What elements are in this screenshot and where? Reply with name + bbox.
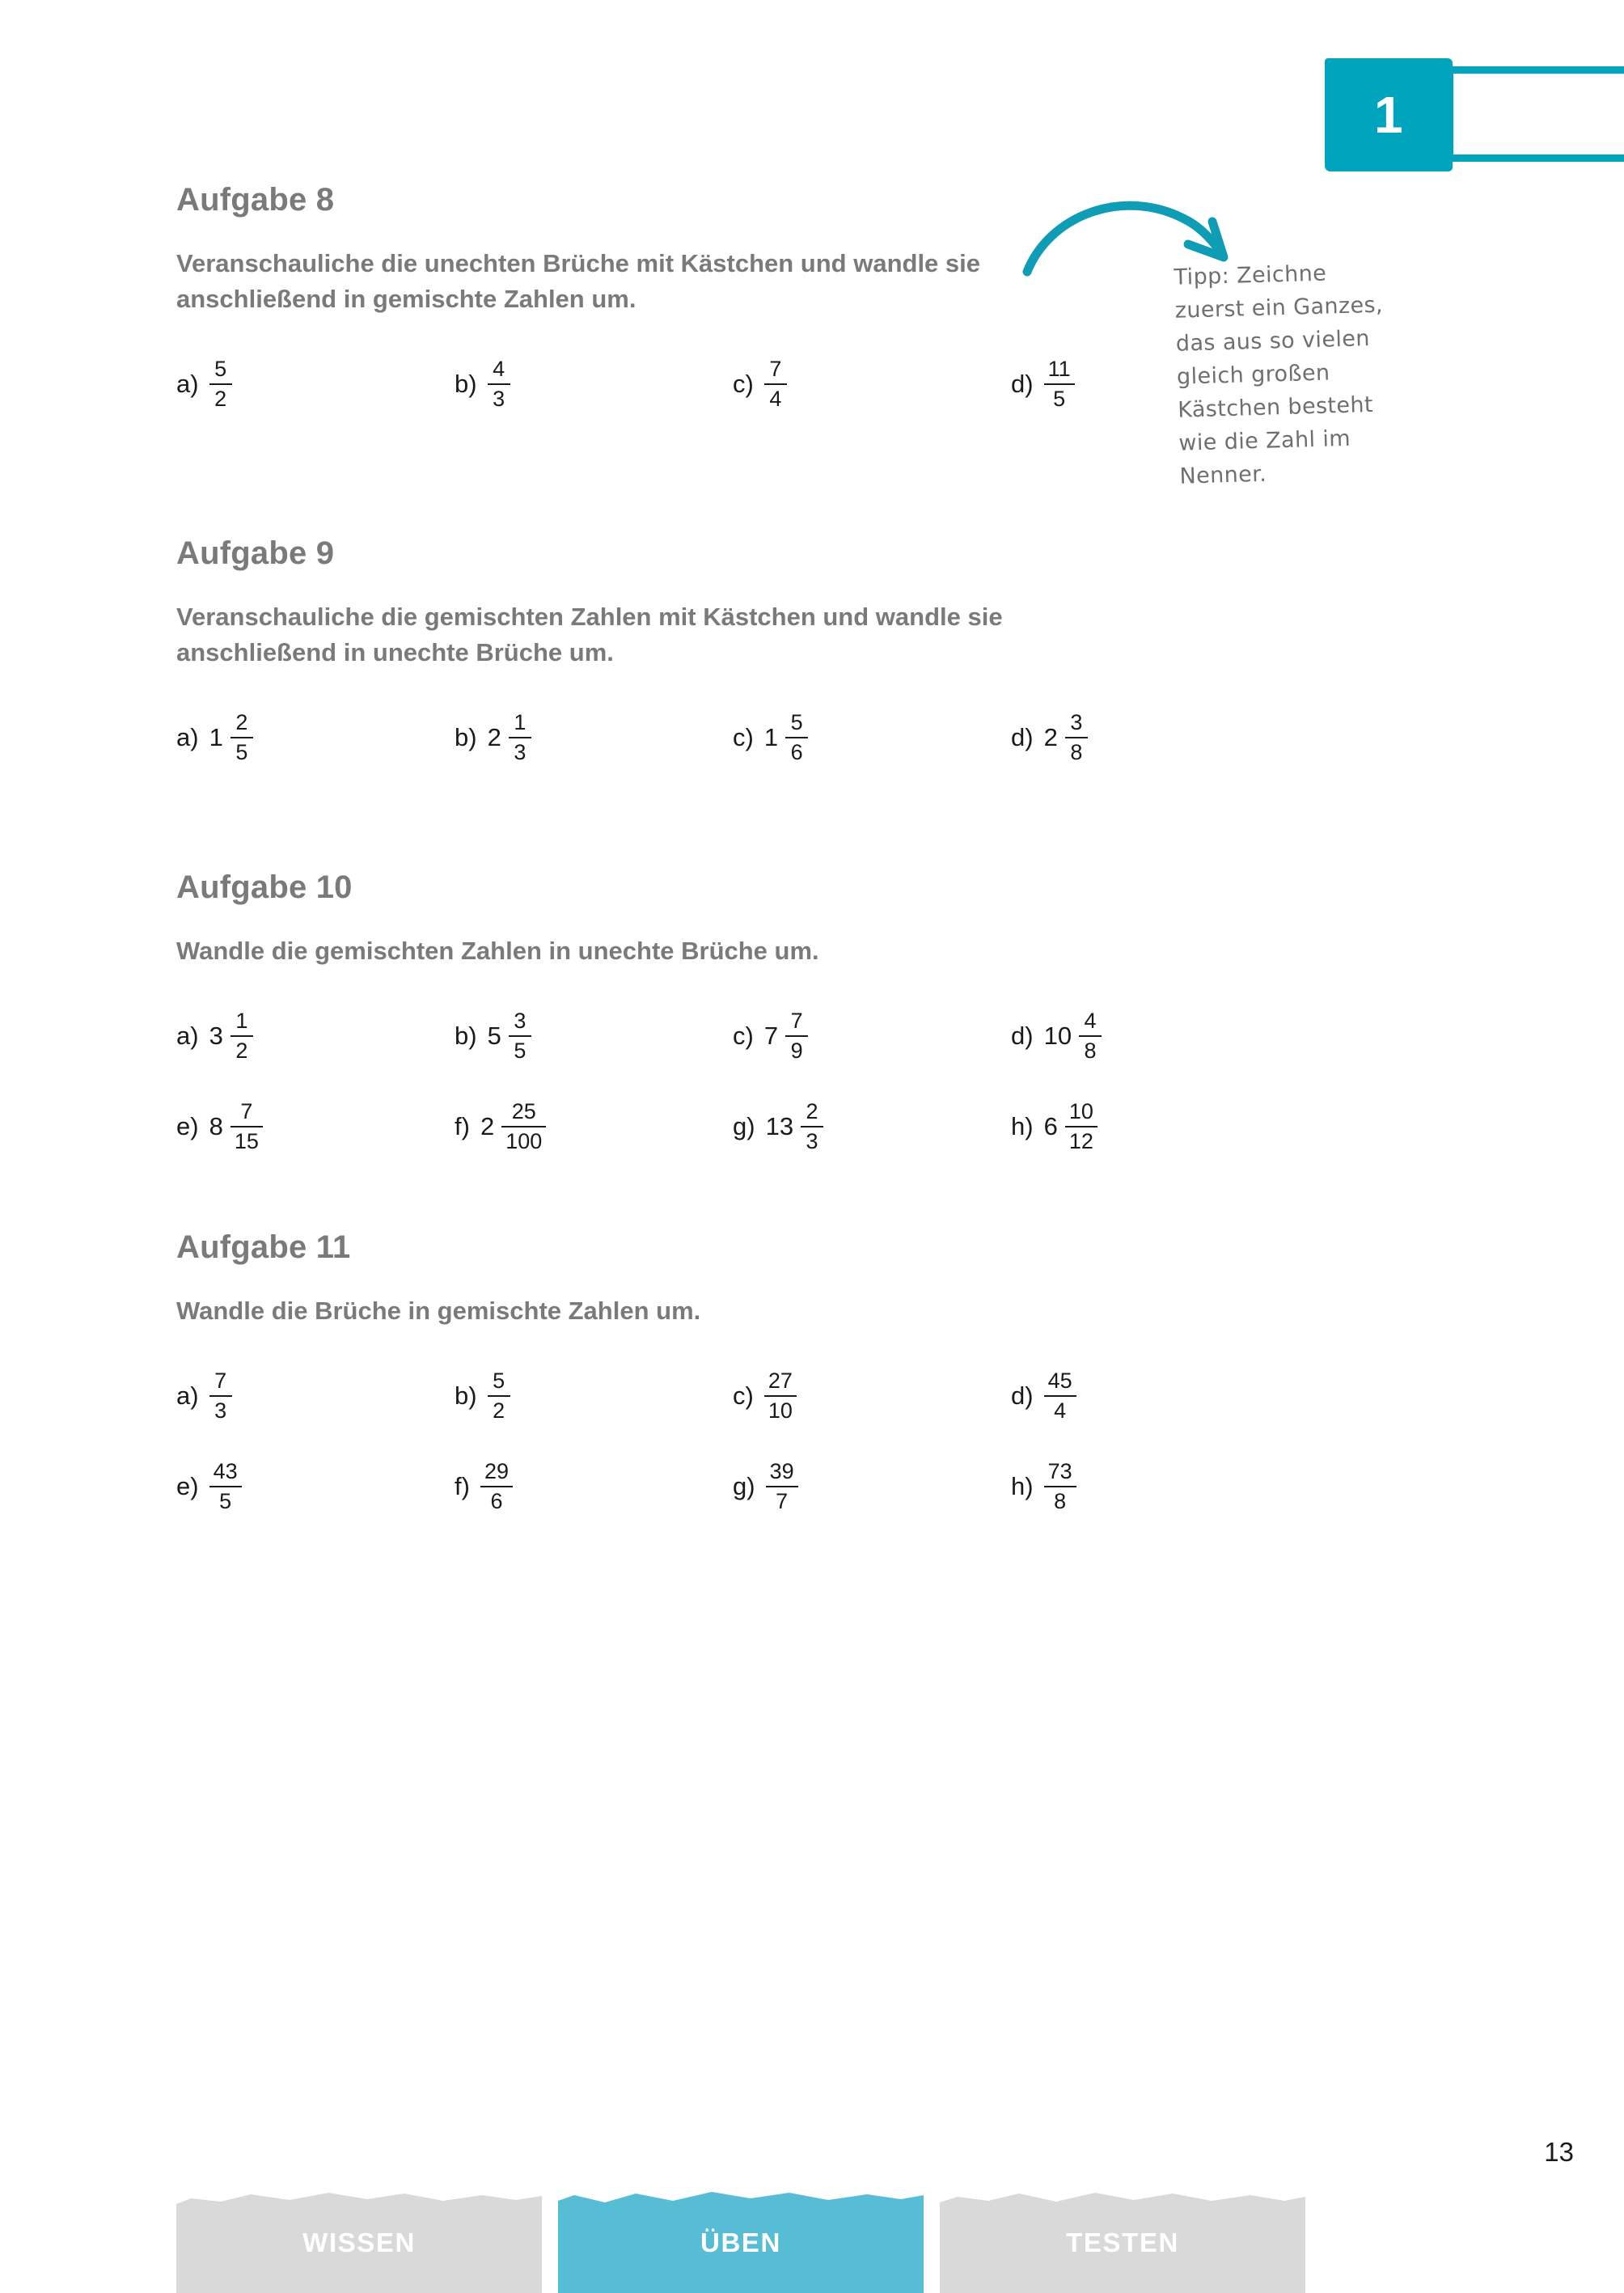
- fraction-numerator: 27: [768, 1369, 793, 1394]
- fraction-denominator: 8: [1070, 740, 1083, 765]
- fraction: [509, 712, 531, 764]
- exercise-item[interactable]: [733, 1452, 1011, 1521]
- exercise-label: d): [1011, 1381, 1034, 1411]
- exercise-label: f): [455, 1112, 470, 1141]
- task-aufgabe-10: [176, 869, 1438, 1182]
- exercise-row: [176, 349, 1438, 419]
- exercise-item[interactable]: [455, 1361, 733, 1431]
- fraction-denominator: 12: [1068, 1129, 1093, 1154]
- exercise-item[interactable]: [733, 1361, 1011, 1431]
- fraction-denominator: 3: [806, 1129, 818, 1154]
- fraction-denominator: 8: [1054, 1489, 1067, 1514]
- tab-label: ÜBEN: [700, 2227, 781, 2257]
- fraction-numerator: 5: [214, 357, 227, 382]
- fraction: [209, 1370, 232, 1422]
- exercise-item[interactable]: [455, 703, 733, 772]
- tip-line: Nenner.: [1179, 461, 1267, 489]
- exercise-label: g): [733, 1472, 755, 1501]
- fraction-numerator: 2: [235, 710, 248, 735]
- fraction-denominator: 5: [1053, 387, 1066, 412]
- exercise-item[interactable]: [176, 703, 455, 772]
- task-instruction: Veranschauliche die gemischten Zahlen mit Kästchen und wandle sie anschließend in unechte Brüche um.: [176, 603, 1003, 667]
- exercise-row: [176, 1361, 1438, 1431]
- exercise-item[interactable]: [176, 1092, 455, 1161]
- task-title: Aufgabe 8: [176, 182, 335, 218]
- fraction: [509, 1010, 531, 1062]
- fraction: [230, 1010, 253, 1062]
- exercise-item[interactable]: [733, 703, 1011, 772]
- tab-wissen[interactable]: [176, 2188, 542, 2293]
- fraction-numerator: 43: [213, 1459, 238, 1484]
- exercise-item[interactable]: [1011, 1361, 1289, 1431]
- exercise-whole-number: 3: [209, 1022, 223, 1051]
- exercise-item[interactable]: [176, 1001, 455, 1071]
- exercise-item[interactable]: [1011, 1452, 1289, 1521]
- exercise-whole-number: 13: [765, 1112, 794, 1141]
- task-title: Aufgabe 11: [176, 1229, 351, 1265]
- fraction-denominator: 2: [493, 1398, 505, 1424]
- fraction-denominator: 2: [214, 387, 227, 412]
- task-title: Aufgabe 9: [176, 535, 335, 571]
- tab-label: TESTEN: [1066, 2227, 1179, 2257]
- page-number: 13: [1544, 2137, 1574, 2167]
- fraction-numerator: 4: [493, 357, 505, 382]
- fraction: [766, 1461, 798, 1512]
- exercise-label: b): [455, 1022, 477, 1051]
- task-instruction: Wandle die gemischten Zahlen in unechte Brüche um.: [176, 937, 819, 965]
- exercise-label: a): [176, 1381, 199, 1411]
- exercise-label: a): [176, 1022, 199, 1051]
- exercise-item[interactable]: [455, 1452, 733, 1521]
- tip-line: wie die Zahl im: [1178, 425, 1351, 456]
- fraction: [1079, 1010, 1102, 1062]
- exercise-item[interactable]: [176, 1452, 455, 1521]
- fraction: [230, 1101, 263, 1153]
- fraction-numerator: 3: [1070, 710, 1083, 735]
- exercise-label: b): [455, 1381, 477, 1411]
- fraction-denominator: 3: [514, 740, 527, 765]
- exercise-row: [176, 1001, 1438, 1071]
- task-aufgabe-8: [176, 182, 1438, 440]
- fraction-numerator: 39: [769, 1459, 794, 1484]
- fraction-numerator: 5: [493, 1369, 505, 1394]
- fraction: [1044, 1370, 1076, 1422]
- fraction: [209, 358, 232, 410]
- exercise-item[interactable]: [455, 1001, 733, 1071]
- fraction-numerator: 29: [484, 1459, 509, 1484]
- exercise-whole-number: 6: [1043, 1112, 1058, 1141]
- fraction-numerator: 7: [214, 1369, 227, 1394]
- fraction-denominator: 5: [219, 1489, 232, 1514]
- fraction-denominator: 3: [214, 1398, 227, 1424]
- exercise-row: [176, 1092, 1438, 1161]
- fraction: [501, 1101, 546, 1153]
- exercise-label: h): [1011, 1112, 1034, 1141]
- fraction-numerator: 4: [1084, 1009, 1097, 1034]
- fraction-denominator: 5: [514, 1039, 527, 1064]
- exercise-whole-number: 1: [763, 723, 779, 752]
- fraction-denominator: 4: [1054, 1398, 1067, 1424]
- exercise-item[interactable]: [455, 349, 733, 419]
- fraction-numerator: 7: [790, 1009, 803, 1034]
- exercise-item[interactable]: [733, 1092, 1011, 1161]
- exercise-whole-number: 5: [487, 1022, 501, 1051]
- fraction: [1065, 712, 1088, 764]
- exercise-whole-number: 7: [763, 1022, 779, 1051]
- exercise-label: g): [733, 1112, 755, 1141]
- exercise-item[interactable]: [1011, 1001, 1289, 1071]
- fraction-denominator: 100: [505, 1129, 543, 1154]
- exercise-item[interactable]: [1011, 703, 1289, 772]
- exercise-label: d): [1011, 370, 1034, 399]
- fraction: [785, 1010, 808, 1062]
- exercise-whole-number: 2: [1043, 723, 1058, 752]
- fraction-numerator: 10: [1068, 1099, 1093, 1124]
- fraction: [1044, 1461, 1076, 1512]
- chapter-number-square: [1325, 58, 1453, 171]
- exercise-label: e): [176, 1472, 199, 1501]
- fraction-numerator: 11: [1047, 357, 1071, 382]
- tip-line: Kästchen besteht: [1177, 392, 1374, 423]
- exercise-row: [176, 703, 1438, 772]
- exercise-item[interactable]: [455, 1092, 733, 1161]
- fraction: [230, 712, 253, 764]
- fraction-numerator: 2: [806, 1099, 818, 1124]
- exercise-label: c): [733, 1022, 754, 1051]
- fraction-numerator: 25: [511, 1099, 536, 1124]
- task-instruction: Veranschauliche die unechten Brüche mit Kästchen und wandle sie anschließend in gemischte Zahlen um.: [176, 249, 980, 314]
- exercise-row: [176, 1452, 1438, 1521]
- fraction: [785, 712, 808, 764]
- exercise-label: h): [1011, 1472, 1034, 1501]
- fraction-denominator: 2: [235, 1039, 248, 1064]
- task-instruction: Wandle die Brüche in gemischte Zahlen um.: [176, 1297, 701, 1325]
- fraction-numerator: 1: [514, 710, 527, 735]
- fraction-denominator: 7: [776, 1489, 789, 1514]
- exercise-item[interactable]: [1011, 1092, 1289, 1161]
- exercise-label: d): [1011, 723, 1034, 752]
- fraction-denominator: 3: [493, 387, 505, 412]
- fraction-numerator: 7: [240, 1099, 253, 1124]
- fraction: [488, 1370, 510, 1422]
- exercise-label: f): [455, 1472, 470, 1501]
- tip-line: das aus so vielen: [1175, 326, 1371, 357]
- chapter-outline-box: [1446, 66, 1624, 162]
- fraction: [764, 1370, 797, 1422]
- exercise-item[interactable]: [176, 349, 455, 419]
- fraction-denominator: 9: [790, 1039, 803, 1064]
- tip-line: zuerst ein Ganzes,: [1174, 292, 1384, 324]
- fraction: [488, 358, 510, 410]
- exercise-label: c): [733, 1381, 754, 1411]
- fraction-denominator: 4: [769, 387, 782, 412]
- exercise-item[interactable]: [1011, 349, 1289, 419]
- fraction-denominator: 15: [234, 1129, 259, 1154]
- fraction-denominator: 6: [790, 740, 803, 765]
- fraction-denominator: 6: [490, 1489, 503, 1514]
- fraction: [801, 1101, 823, 1153]
- footer-nav: [0, 2137, 1624, 2293]
- exercise-whole-number: 10: [1043, 1022, 1072, 1051]
- exercise-item[interactable]: [176, 1361, 455, 1431]
- exercise-label: b): [455, 370, 477, 399]
- tip-line: Tipp: Zeichne: [1174, 260, 1327, 290]
- fraction-numerator: 3: [514, 1009, 527, 1034]
- exercise-label: a): [176, 370, 199, 399]
- chapter-number: 1: [1373, 86, 1404, 144]
- fraction-numerator: 5: [790, 710, 803, 735]
- tab-label: WISSEN: [302, 2227, 416, 2257]
- tip-line: gleich großen: [1176, 360, 1330, 390]
- task-aufgabe-11: [176, 1229, 1438, 1542]
- exercise-item[interactable]: [733, 349, 1011, 419]
- tab-testen[interactable]: [940, 2188, 1305, 2293]
- chapter-badge: [1325, 58, 1624, 171]
- fraction: [1065, 1101, 1097, 1153]
- exercise-whole-number: 8: [209, 1112, 223, 1141]
- exercise-whole-number: 2: [480, 1112, 495, 1141]
- exercise-label: c): [733, 723, 754, 752]
- fraction-numerator: 7: [769, 357, 782, 382]
- exercise-label: a): [176, 723, 199, 752]
- exercise-whole-number: 2: [487, 723, 501, 752]
- fraction: [209, 1461, 242, 1512]
- exercise-label: d): [1011, 1022, 1034, 1051]
- fraction-numerator: 45: [1047, 1369, 1072, 1394]
- fraction-denominator: 8: [1084, 1039, 1097, 1064]
- fraction: [764, 358, 787, 410]
- exercise-label: b): [455, 723, 477, 752]
- fraction: [1044, 358, 1075, 410]
- fraction-numerator: 1: [235, 1009, 248, 1034]
- fraction: [480, 1461, 513, 1512]
- fraction-numerator: 73: [1047, 1459, 1072, 1484]
- fraction-denominator: 5: [235, 740, 248, 765]
- fraction-denominator: 10: [768, 1398, 793, 1424]
- exercise-label: c): [733, 370, 754, 399]
- exercise-label: e): [176, 1112, 199, 1141]
- task-aufgabe-9: [176, 535, 1438, 793]
- tab-ueben[interactable]: [558, 2188, 924, 2293]
- task-title: Aufgabe 10: [176, 869, 353, 905]
- exercise-item[interactable]: [733, 1001, 1011, 1071]
- exercise-whole-number: 1: [209, 723, 223, 752]
